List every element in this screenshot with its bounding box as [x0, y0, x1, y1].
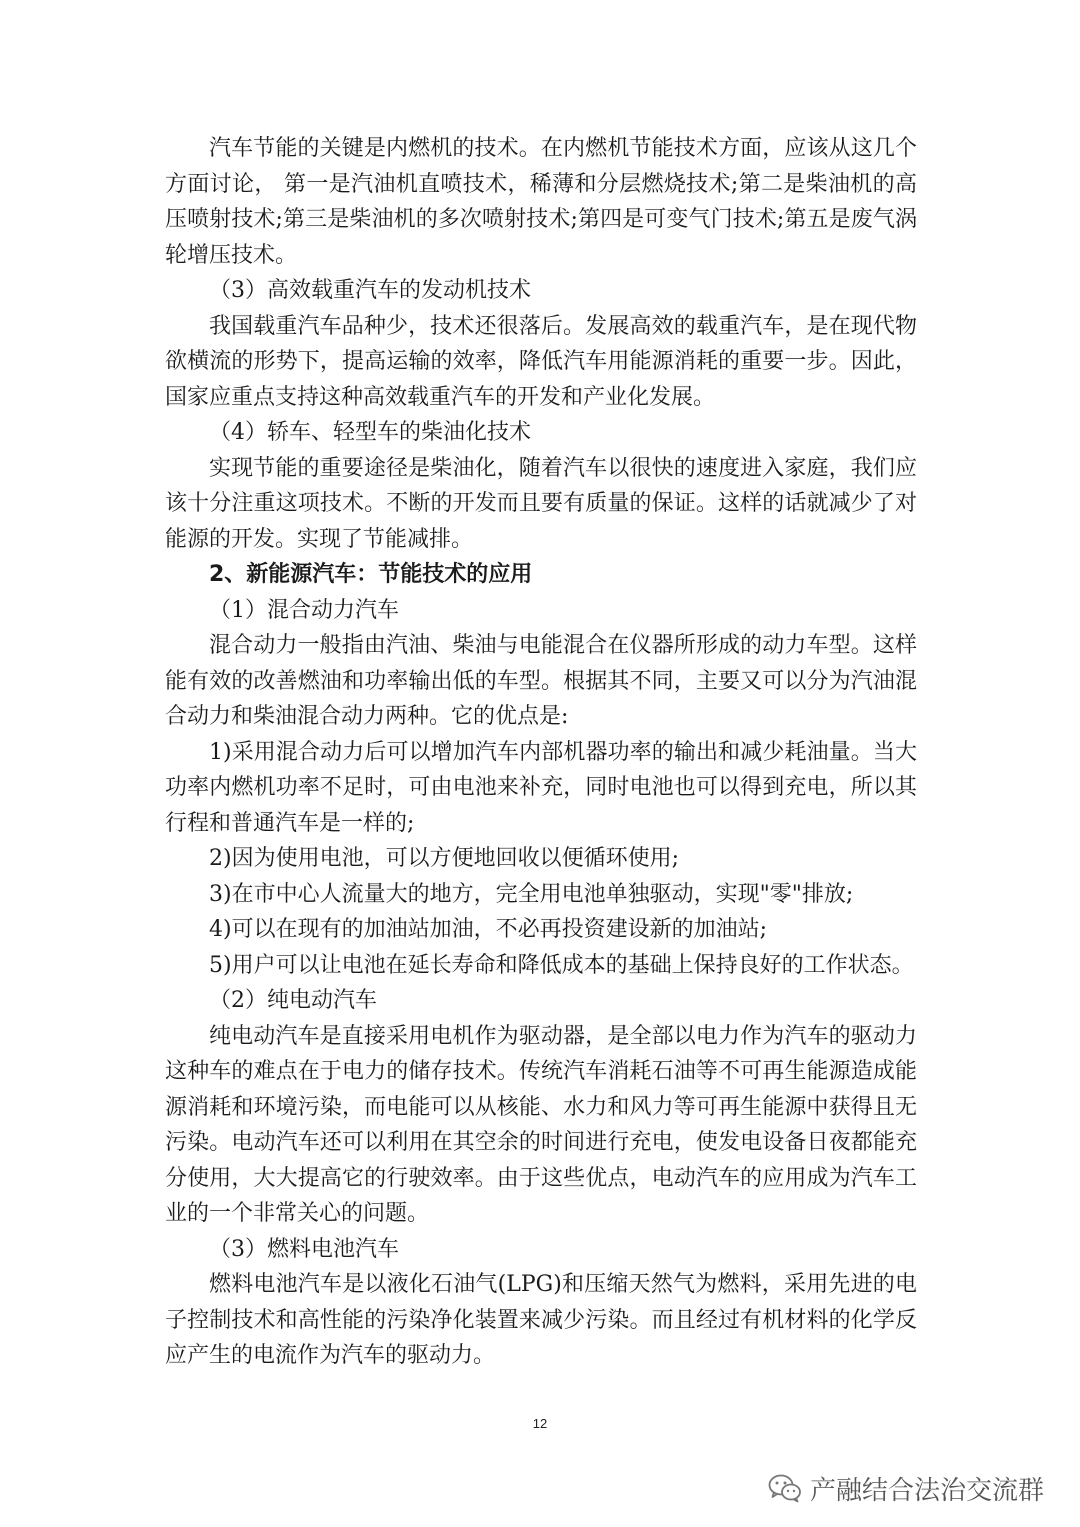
subheading-electric: （2）纯电动汽车: [209, 988, 377, 1013]
subheading-diesel-cars: （4）轿车、轻型车的柴油化技术: [209, 420, 531, 445]
subheading-hybrid: （1）混合动力汽车: [209, 597, 399, 623]
document-body: [165, 131, 917, 1374]
paragraph-diesel-cars: 实现节能的重要途径是柴油化，随着汽车以很快的速度进入家庭，我们应该十分注重这项技术。不断的开发而且要有质量的保证。这样的话就减少了对能源的开发。实现了节能减排。: [165, 455, 917, 552]
subheading-fuel-cell: （3）燃料电池汽车: [209, 1236, 399, 1262]
list-item-5: 5)用户可以让电池在延长寿命和降低成本的基础上保持良好的工作状态。: [209, 952, 914, 978]
list-item-2: 2)因为使用电池，可以方便地回收以便循环使用;: [209, 846, 679, 871]
page-number: 12: [532, 1416, 548, 1431]
section-heading-new-energy: 2、新能源汽车：节能技术的应用: [209, 562, 533, 587]
watermark-text: 产融结合法治交流群: [809, 1475, 1044, 1506]
paragraph-engine-tech: 汽车节能的关键是内燃机的技术。在内燃机节能技术方面，应该从这几个方面讨论， 第一是汽油机直喷技术，稀薄和分层燃烧技术;第二是柴油机的高压喷射技术;第三是柴油机的多次喷射技术;第四是可变气门技术;第五是废气涡轮增压技术。: [165, 136, 917, 268]
watermark: [768, 1466, 1044, 1510]
paragraph-fuel-cell: 燃料电池汽车是以液化石油气(LPG)和压缩天然气为燃料，采用先进的电子控制技术和高性能的污染净化装置来减少污染。而且经过有机材料的化学反应产生的电流作为汽车的驱动力。: [165, 1272, 917, 1368]
paragraph-heavy-truck: 我国载重汽车品种少，技术还很落后。发展高效的载重汽车，是在现代物欲横流的形势下，提高运输的效率，降低汽车用能源消耗的重要一步。因此，国家应重点支持这种高效载重汽车的开发和产业化发展。: [165, 313, 917, 410]
paragraph-hybrid: 混合动力一般指由汽油、柴油与电能混合在仪器所形成的动力车型。这样能有效的改善燃油和功率输出低的车型。根据其不同，主要又可以分为汽油混合动力和柴油混合动力两种。它的优点是:: [165, 633, 917, 729]
list-item-3: 3)在市中心人流量大的地方，完全用电池单独驱动，实现"零"排放;: [209, 881, 854, 907]
wechat-icon: [768, 1473, 802, 1503]
paragraph-electric: 纯电动汽车是直接采用电机作为驱动器，是全部以电力作为汽车的驱动力这种车的难点在于电力的储存技术。传统汽车消耗石油等不可再生能源造成能源消耗和环境污染，而电能可以从核能、水力和风力等可再生能源中获得且无污染。电动汽车还可以利用在其空余的时间进行充电，使发电设备日夜都能充分使用，大大提高它的行驶效率。由于这些优点，电动汽车的应用成为汽车工业的一个非常关心的问题。: [165, 1023, 917, 1226]
subheading-heavy-truck: （3）高效载重汽车的发动机技术: [209, 278, 531, 303]
list-item-4: 4)可以在现有的加油站加油，不必再投资建设新的加油站;: [209, 917, 767, 942]
list-item-1: 1)采用混合动力后可以增加汽车内部机器功率的输出和减少耗油量。当大功率内燃机功率不足时，可由电池来补充，同时电池也可以得到充电，所以其行程和普通汽车是一样的;: [165, 739, 917, 836]
